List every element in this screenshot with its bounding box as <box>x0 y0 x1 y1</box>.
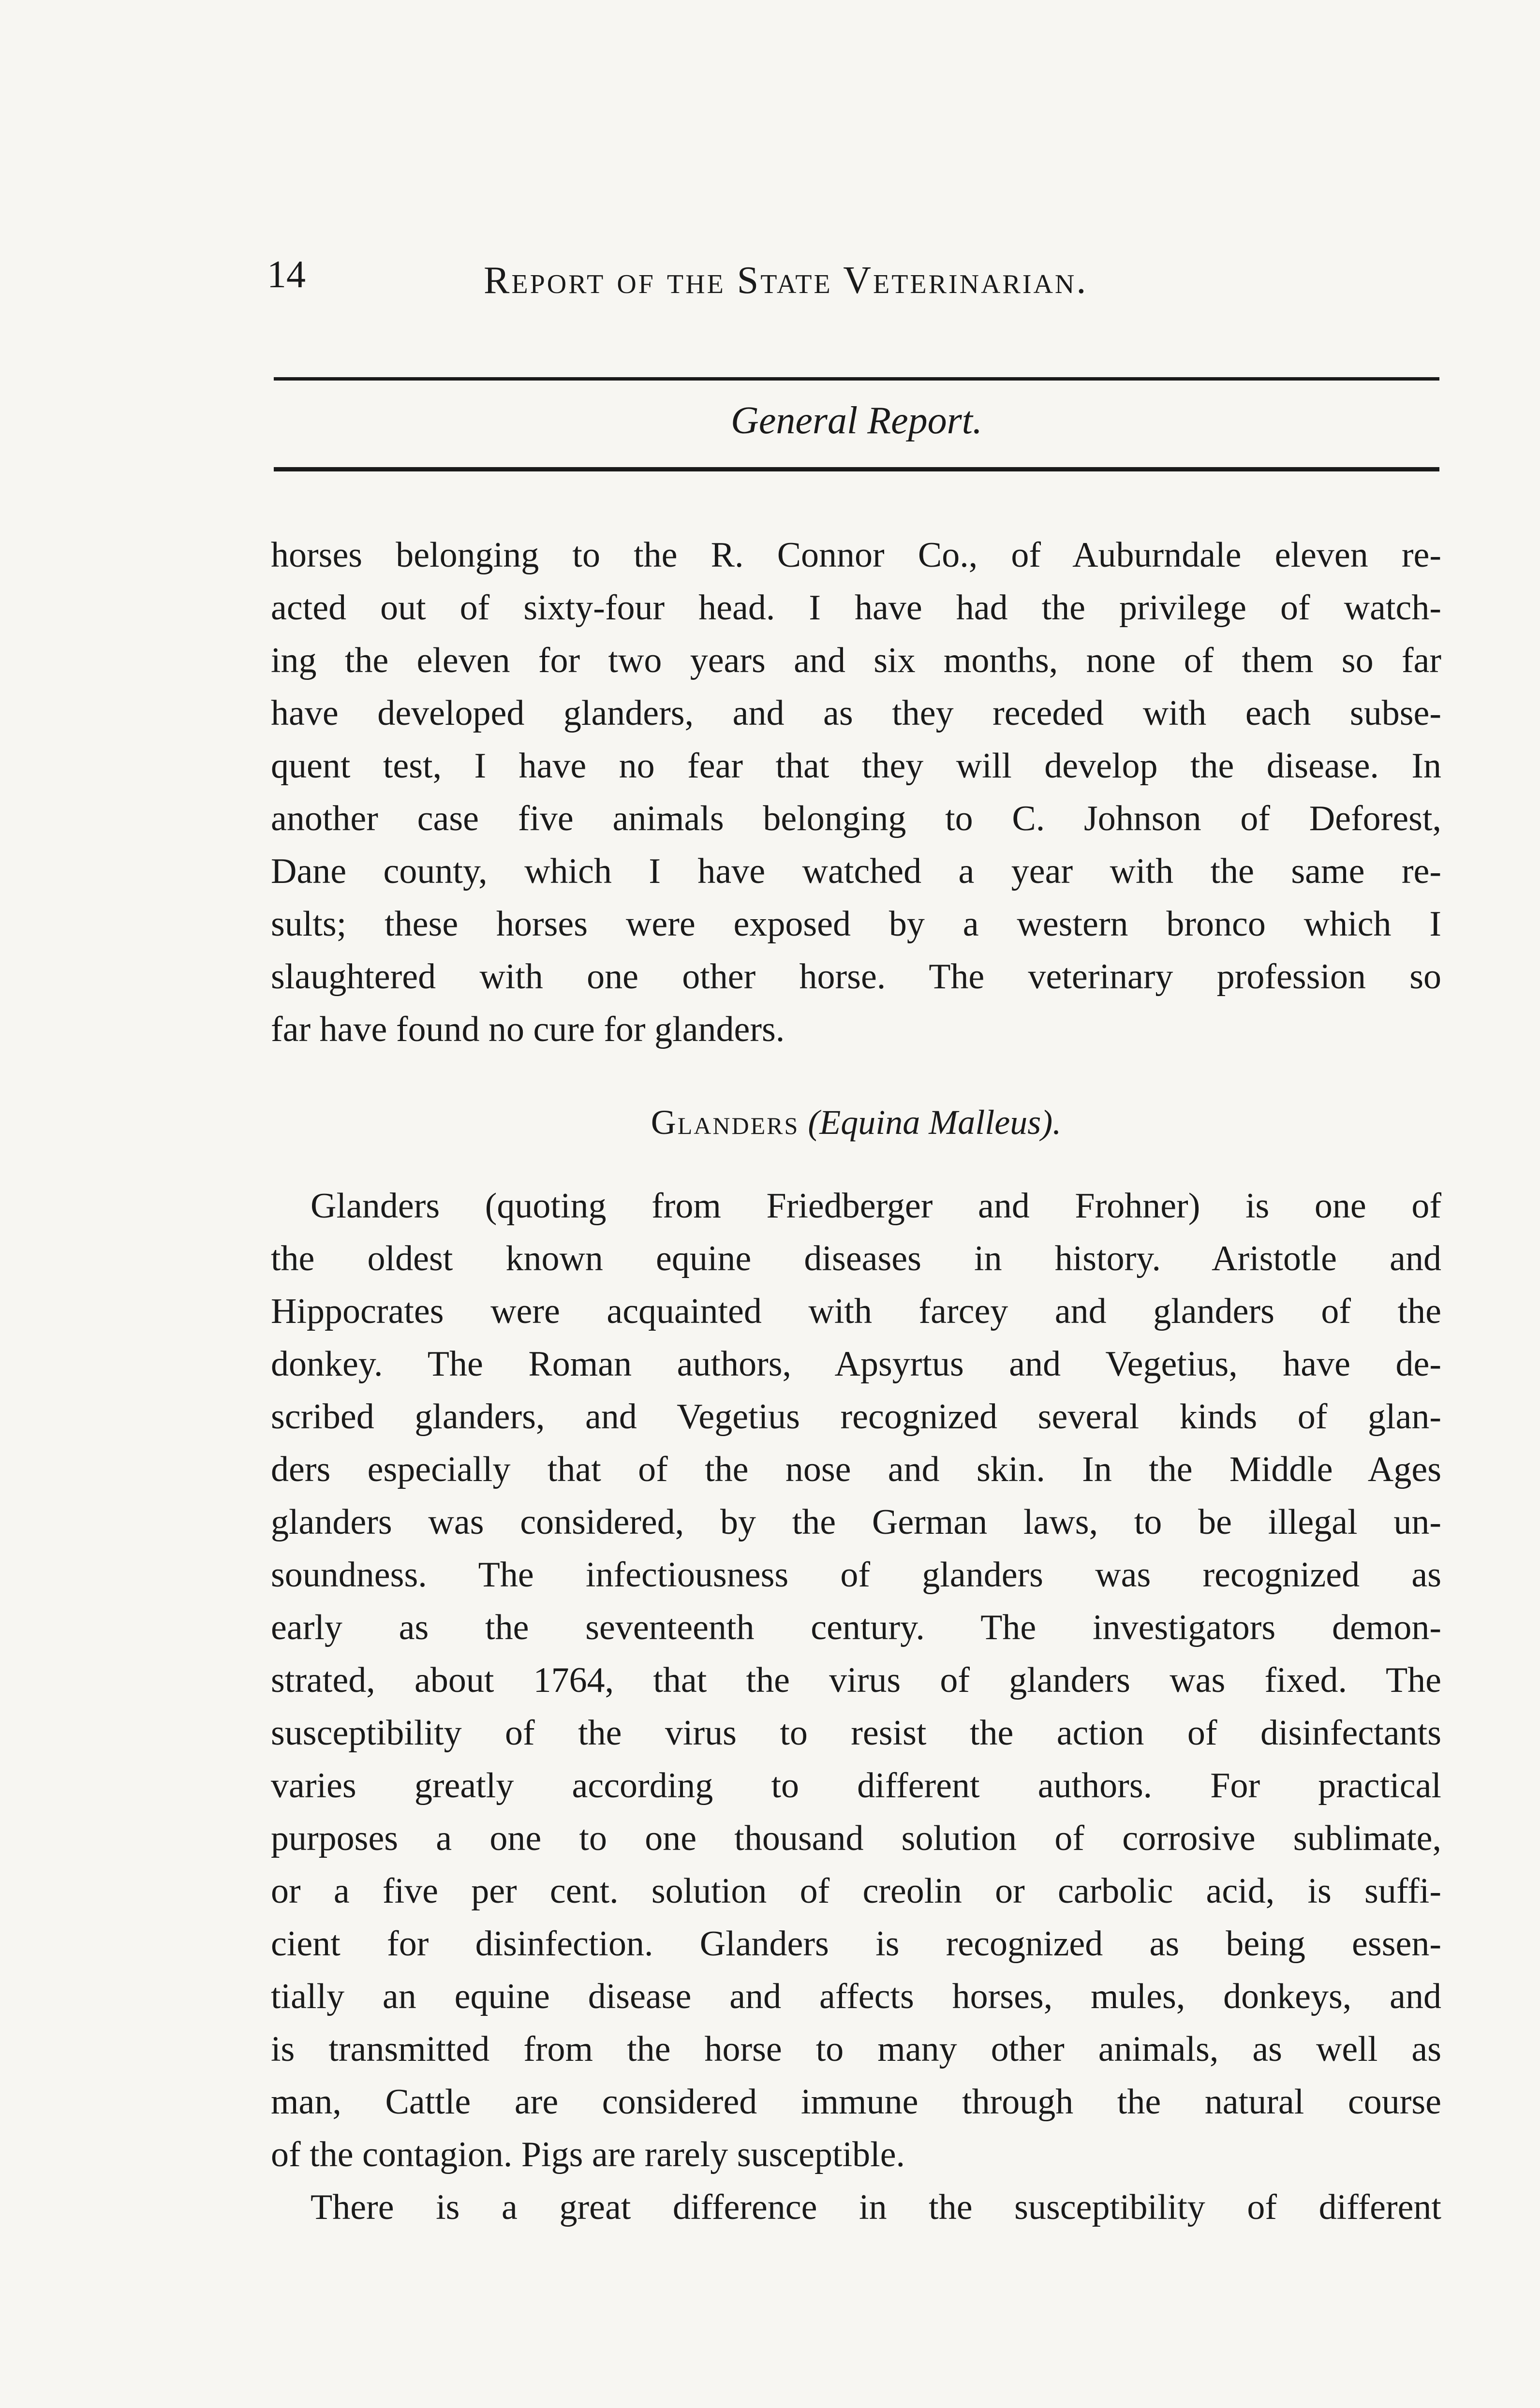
section-title: General Report. <box>731 399 982 442</box>
text-line: scribed glanders, and Vegetius recognized several kinds of glan- <box>271 1397 1441 1437</box>
text-line: quent test, I have no fear that they will develop the disease. In <box>271 746 1441 786</box>
text-line: far have found no cure for glanders. <box>271 1010 785 1049</box>
text-line: soundness. The infectiousness of glanders was recognized as <box>271 1555 1441 1595</box>
text-line: There is a great difference in the susceptibility of different <box>311 2188 1441 2227</box>
running-title: Report of the State Veterinarian. <box>484 259 1088 302</box>
header-rule-top <box>274 377 1439 381</box>
text-line: man, Cattle are considered immune through the natural course <box>271 2082 1441 2122</box>
text-line: or a five per cent. solution of creolin or carbolic acid, is suffi- <box>271 1871 1441 1911</box>
subheading-name: Glanders <box>651 1103 800 1142</box>
text-line: early as the seventeenth century. The investigators demon- <box>271 1608 1441 1647</box>
text-line: is transmitted from the horse to many other animals, as well as <box>271 2029 1441 2069</box>
text-line: Hippocrates were acquainted with farcey and glanders of the <box>271 1292 1441 1331</box>
text-line: have developed glanders, and as they receded with each subse- <box>271 693 1441 733</box>
text-line: strated, about 1764, that the virus of glanders was fixed. The <box>271 1660 1441 1700</box>
subheading-latin: (Equina Malleus). <box>808 1103 1062 1142</box>
text-line: ing the eleven for two years and six months, none of them so far <box>271 641 1441 680</box>
text-line: susceptibility of the virus to resist the action of disinfectants <box>271 1713 1441 1753</box>
paragraph-glanders <box>271 1180 1441 2234</box>
page-number: 14 <box>267 253 306 296</box>
text-line: slaughtered with one other horse. The veterinary profession so <box>271 957 1441 997</box>
paragraph-continued <box>271 529 1441 1056</box>
text-line: cient for disinfection. Glanders is recognized as being essen- <box>271 1924 1441 1964</box>
text-line: glanders was considered, by the German laws, to be illegal un- <box>271 1502 1441 1542</box>
text-line: donkey. The Roman authors, Apsyrtus and Vegetius, have de- <box>271 1344 1441 1384</box>
text-line: horses belonging to the R. Connor Co., of Auburndale eleven re- <box>271 535 1441 575</box>
text-line: varies greatly according to different authors. For practical <box>271 1766 1441 1806</box>
text-line: the oldest known equine diseases in history. Aristotle and <box>271 1239 1441 1278</box>
header-rule-bottom <box>274 467 1439 471</box>
text-line: acted out of sixty-four head. I have had the privilege of watch- <box>271 588 1441 628</box>
glanders-subheading <box>271 1105 1441 1140</box>
text-line: of the contagion. Pigs are rarely susceptible. <box>271 2135 905 2174</box>
text-line: purposes a one to one thousand solution of corrosive sublimate, <box>271 1819 1441 1858</box>
text-line: ders especially that of the nose and skin. In the Middle Ages <box>271 1450 1441 1489</box>
text-line: Glanders (quoting from Friedberger and Frohner) is one of <box>311 1186 1441 1226</box>
text-line: sults; these horses were exposed by a western bronco which I <box>271 904 1441 944</box>
text-line: Dane county, which I have watched a year with the same re- <box>271 852 1441 891</box>
text-line: another case five animals belonging to C. Johnson of Deforest, <box>271 799 1441 838</box>
text-line: tially an equine disease and affects horses, mules, donkeys, and <box>271 1977 1441 2016</box>
